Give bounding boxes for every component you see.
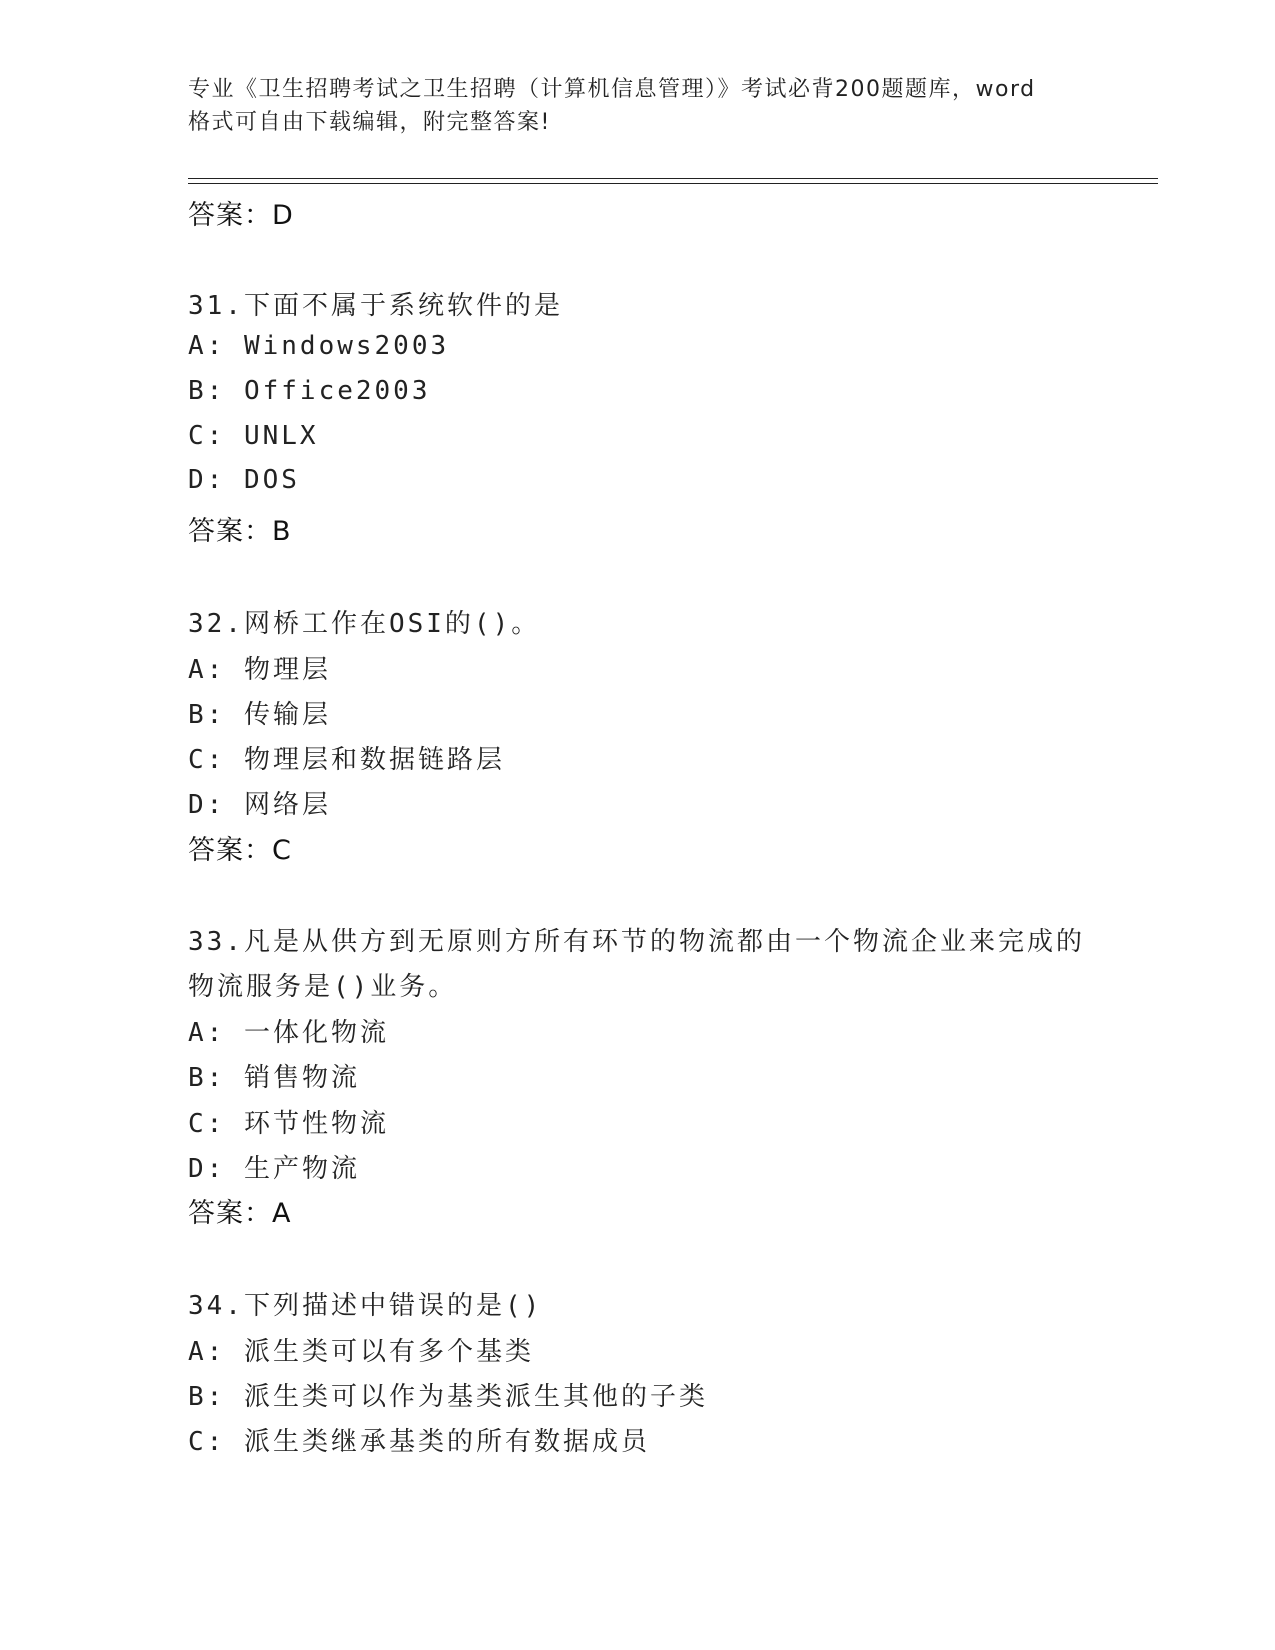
question-34-stem: 34.下列描述中错误的是() [188, 1291, 543, 1321]
question-31-option-b: B: Office2003 [188, 376, 431, 406]
question-33-option-a: A: 一体化物流 [188, 1018, 389, 1048]
question-33-option-c: C: 环节性物流 [188, 1109, 389, 1139]
question-33-stem-line-1: 33.凡是从供方到无原则方所有环节的物流都由一个物流企业来完成的 [188, 927, 1085, 957]
question-33-option-d: D: 生产物流 [188, 1154, 360, 1184]
question-32-stem: 32.网桥工作在OSI的()。 [188, 609, 541, 639]
question-34-option-a: A: 派生类可以有多个基类 [188, 1337, 534, 1367]
question-32-answer: 答案：C [188, 835, 292, 866]
header-rule-top [188, 178, 1158, 179]
header-rule-bottom [188, 183, 1158, 184]
question-32-option-a: A: 物理层 [188, 655, 331, 685]
question-31-option-d: D: DOS [188, 465, 300, 495]
question-33-option-b: B: 销售物流 [188, 1063, 360, 1093]
question-32-option-c: C: 物理层和数据链路层 [188, 745, 505, 775]
question-32-option-d: D: 网络层 [188, 790, 331, 820]
header-line-2: 格式可自由下载编辑，附完整答案! [188, 110, 551, 135]
question-31-stem: 31.下面不属于系统软件的是 [188, 291, 563, 321]
question-31-answer: 答案：B [188, 516, 292, 547]
document-header [188, 73, 1088, 139]
question-32-option-b: B: 传输层 [188, 700, 331, 730]
question-31-option-c: C: UNLX [188, 421, 319, 451]
question-33-answer: 答案：A [188, 1198, 292, 1229]
question-34-option-b: B: 派生类可以作为基类派生其他的子类 [188, 1382, 708, 1412]
question-33-stem-line-2: 物流服务是()业务。 [188, 972, 458, 1002]
question-31-option-a: A: Windows2003 [188, 331, 450, 361]
question-34-option-c: C: 派生类继承基类的所有数据成员 [188, 1427, 650, 1457]
header-line-1: 专业《卫生招聘考试之卫生招聘（计算机信息管理）》考试必背200题题库，word [188, 77, 1036, 102]
answer-previous: 答案：D [188, 200, 294, 231]
